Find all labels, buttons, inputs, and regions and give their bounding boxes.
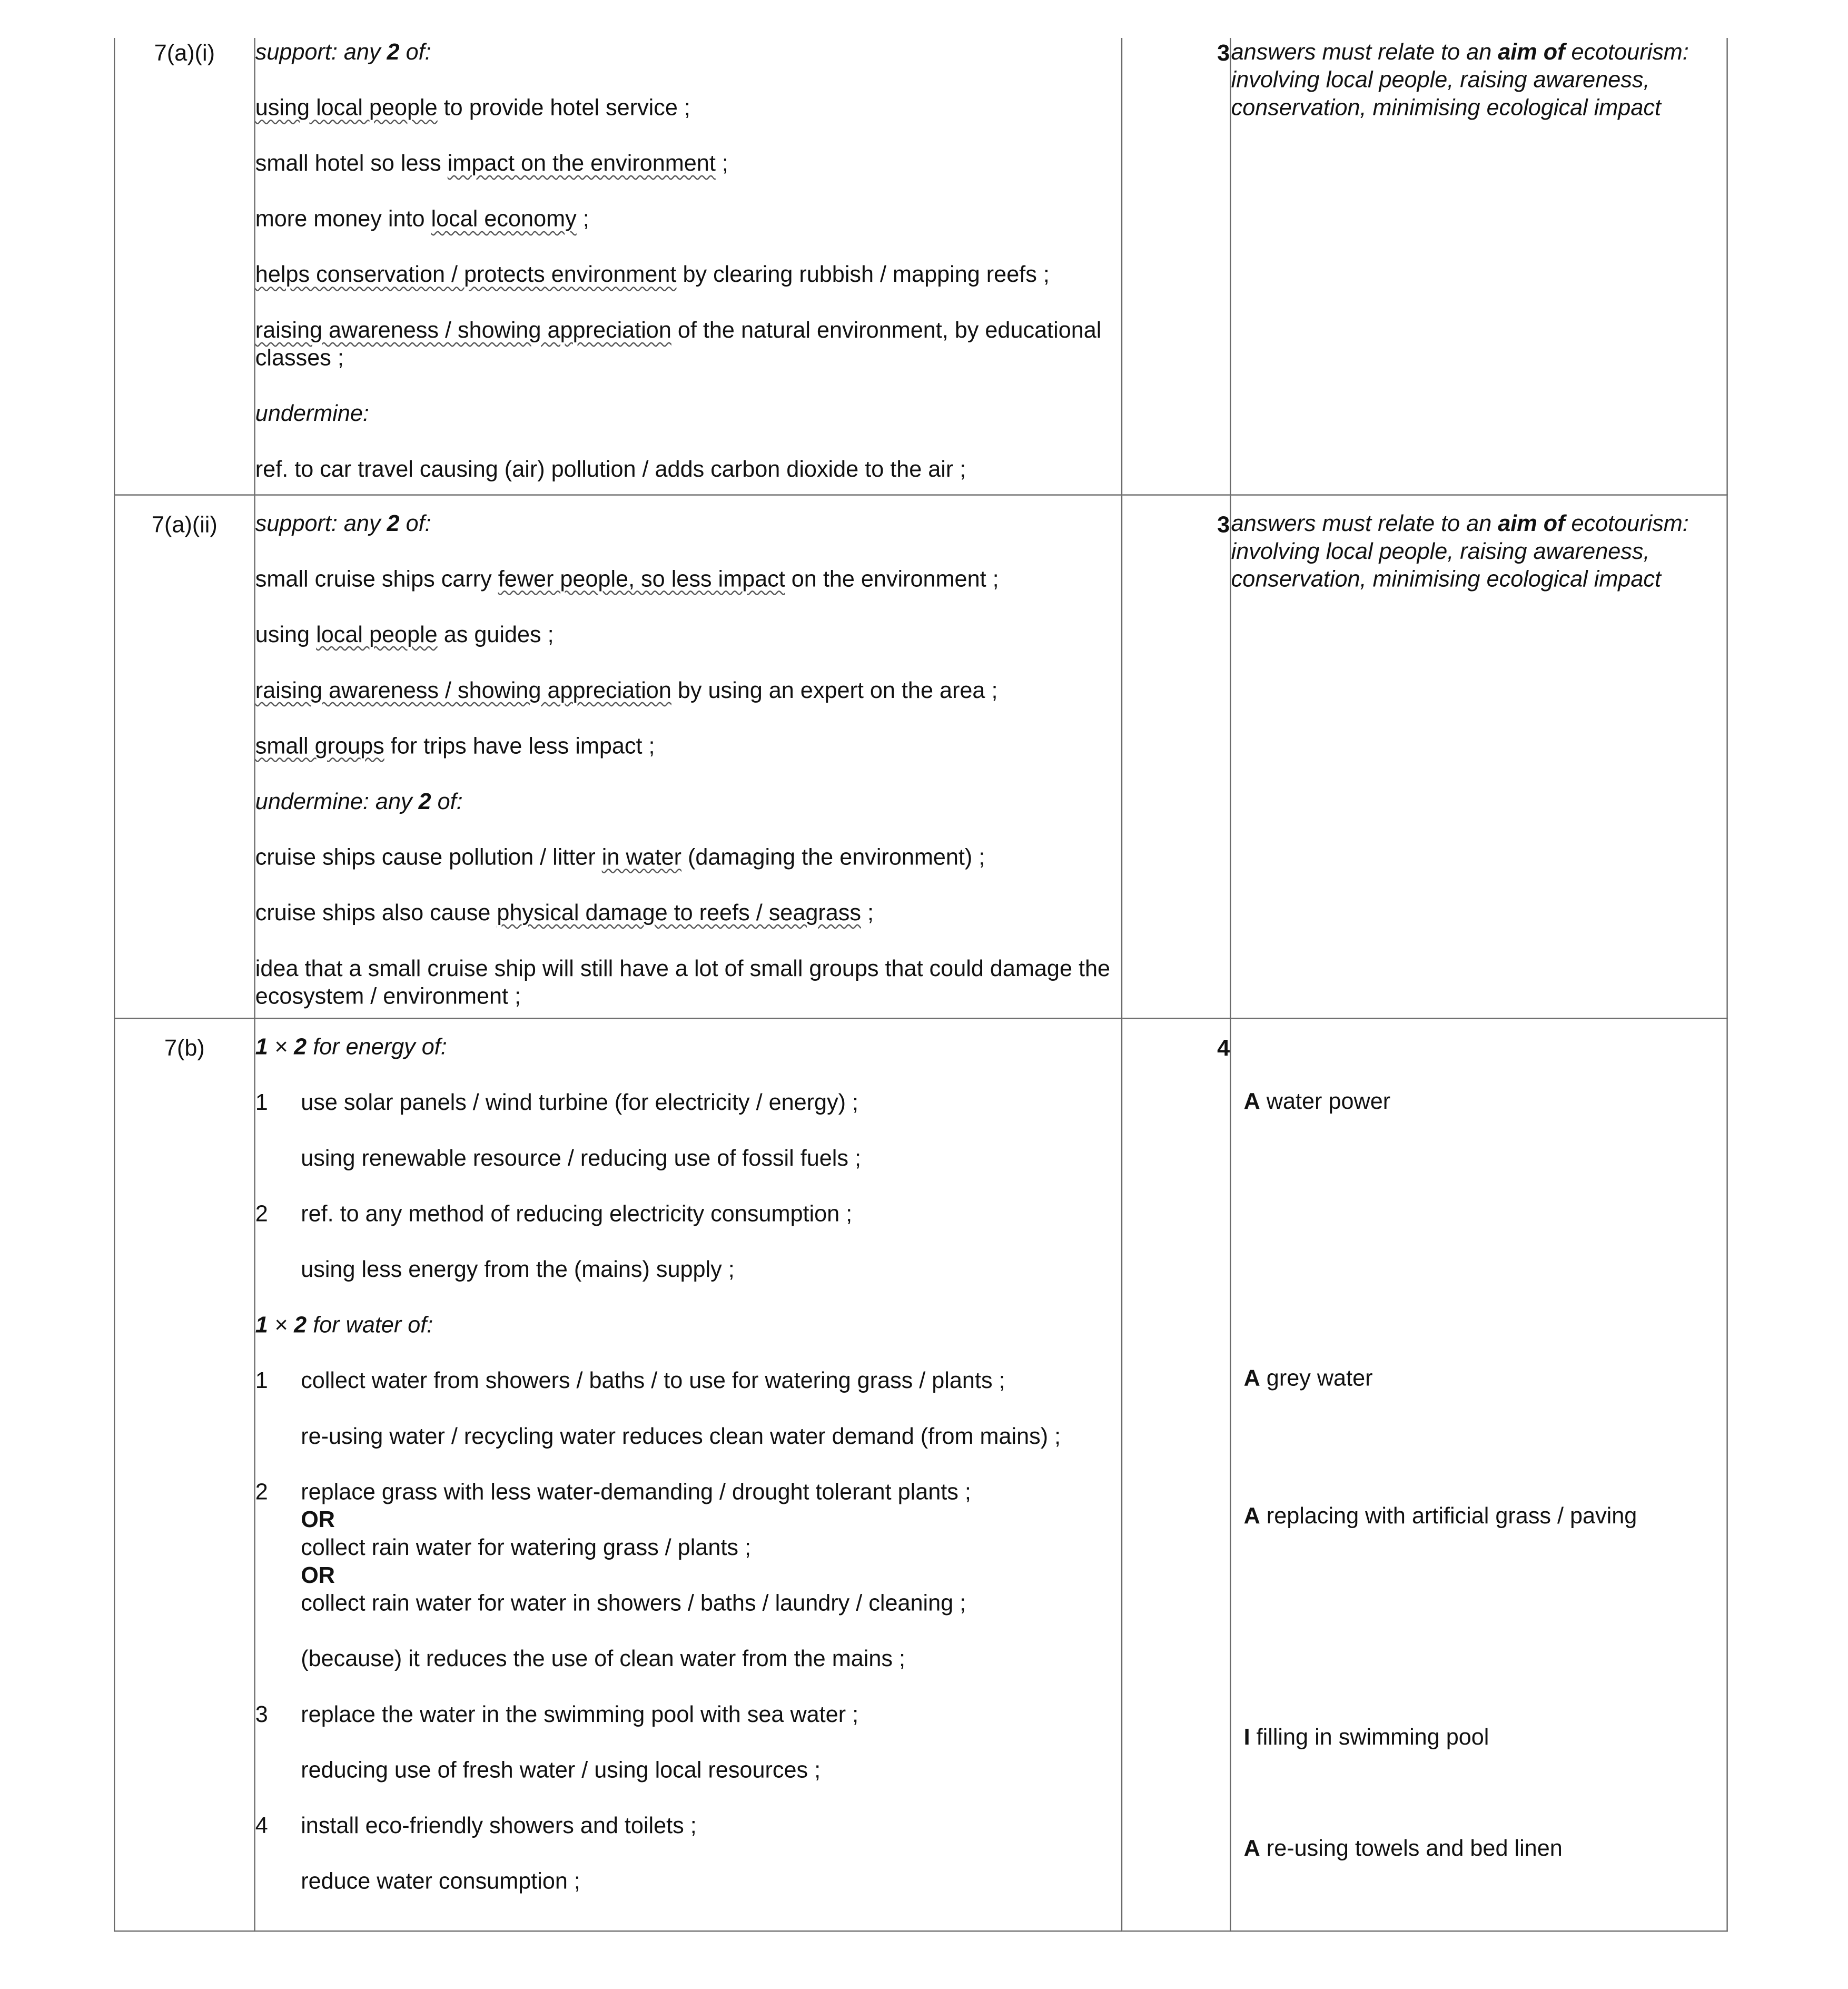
answer-line: ref. to car travel causing (air) pollution / adds carbon dioxide to the air ; [255,456,966,482]
guidance-note: A re-using towels and bed linen [1243,1835,1563,1860]
undermine-heading: undermine: [255,400,369,426]
answer-line: cruise ships also cause physical damage to reefs / seagrass ; [255,899,874,925]
list-item-sub: reduce water consumption ; [301,1868,580,1894]
guidance-note: I filling in swimming pool [1243,1724,1489,1749]
list-item-sub: (because) it reduces the use of clean water from the mains ; [301,1645,905,1671]
answer-line: raising awareness / showing appreciation of the natural environment, by educational classes ; [255,317,1102,371]
question-row-7ai [114,38,1727,494]
question-row-7b [114,1018,1727,1931]
answer-cell [255,494,1122,1018]
guidance-text: answers must relate to an aim of ecotourism: involving local people, raising awareness, conservation, minimising ecological impact [1231,39,1689,121]
list-item: 2 replace grass with less water-demanding / drought tolerant plants ; OR collect rain water for watering grass / plants ; OR collect rain water for water in showers / baths / laundry / cleaning ; [255,1478,971,1615]
list-item: 4 install eco-friendly showers and toilets ; [255,1812,697,1838]
question-row-7aii [114,494,1727,1018]
answer-line: idea that a small cruise ship will still have a lot of small groups that could damage the ecosystem / environment ; [255,955,1111,1009]
guidance-cell [1230,38,1727,494]
answer-line: helps conservation / protects environment by clearing rubbish / mapping reefs ; [255,261,1050,287]
list-item-sub: reducing use of fresh water / using local resources ; [301,1756,821,1782]
guidance-cell [1230,494,1727,1018]
answer-cell [255,1018,1122,1931]
list-item-sub: re-using water / recycling water reduces clean water demand (from mains) ; [301,1423,1061,1449]
answer-line: small groups for trips have less impact ; [255,732,655,758]
water-heading: 1 × 2 for water of: [255,1312,433,1337]
undermine-heading: undermine: any 2 of: [255,788,463,814]
question-number: 7(a)(i) [114,38,254,494]
support-heading: support: any 2 of: [255,39,431,65]
list-item-sub: using less energy from the (mains) supply ; [301,1256,735,1282]
energy-heading: 1 × 2 for energy of: [255,1033,447,1059]
list-item: 1 collect water from showers / baths / to use for watering grass / plants ; [255,1367,1005,1393]
marks: 4 [1122,1018,1230,1931]
answer-line: raising awareness / showing appreciation by using an expert on the area ; [255,677,998,703]
list-item: 1 use solar panels / wind turbine (for electricity / energy) ; [255,1089,859,1115]
guidance-note: A grey water [1243,1364,1373,1390]
answer-line: more money into local economy ; [255,206,589,232]
list-item: 3 replace the water in the swimming pool with sea water ; [255,1701,859,1727]
guidance-note: A water power [1243,1088,1391,1114]
answer-line: small hotel so less impact on the environment ; [255,150,728,176]
answer-line: using local people as guides ; [255,621,554,647]
mark-scheme-table [114,38,1728,1931]
answer-cell [255,38,1122,494]
support-heading: support: any 2 of: [255,510,431,536]
question-number: 7(a)(ii) [114,494,254,1018]
guidance-text: answers must relate to an aim of ecotourism: involving local people, raising awareness, conservation, minimising ecological impact [1231,510,1689,591]
answer-line: cruise ships cause pollution / litter in water (damaging the environment) ; [255,844,985,870]
marks: 3 [1122,494,1230,1018]
answer-line: small cruise ships carry fewer people, so less impact on the environment ; [255,566,999,591]
marks: 3 [1122,38,1230,494]
answer-line: using local people to provide hotel service ; [255,95,690,121]
list-item: 2 ref. to any method of reducing electricity consumption ; [255,1200,853,1226]
list-item-sub: using renewable resource / reducing use of fossil fuels ; [301,1145,862,1170]
guidance-cell [1230,1018,1727,1931]
question-number: 7(b) [114,1018,254,1931]
guidance-note: A replacing with artificial grass / paving [1243,1502,1637,1528]
